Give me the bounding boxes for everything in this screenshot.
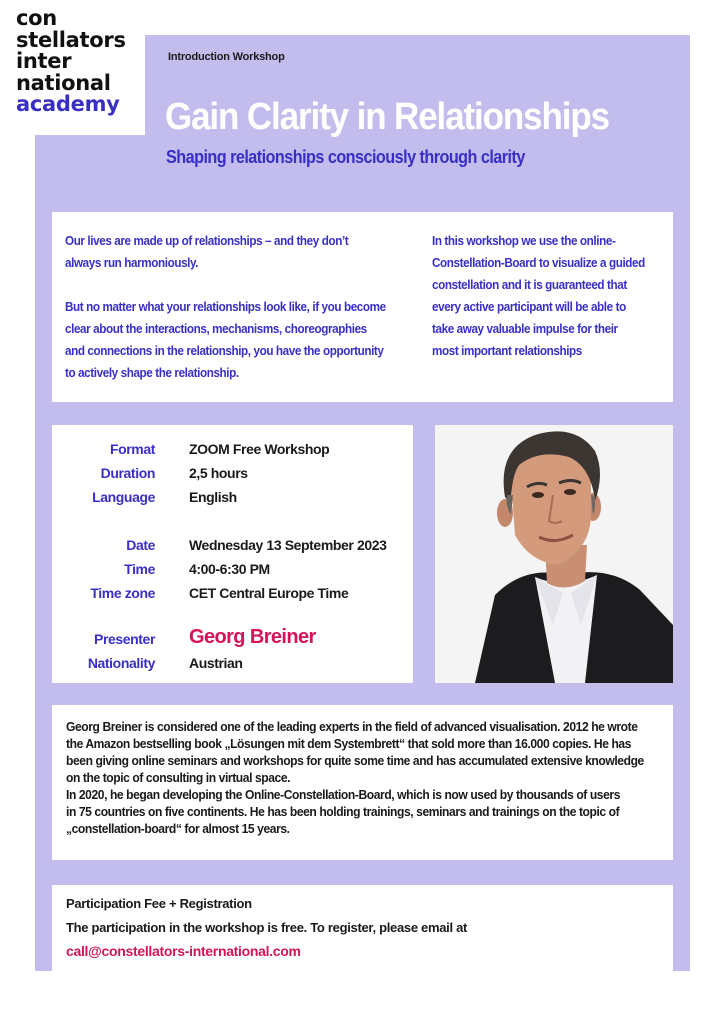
intro-line: to actively shape the relationship. xyxy=(65,365,239,380)
detail-row-time xyxy=(52,559,413,583)
intro-line: and connections in the relationship, you have the opportunity xyxy=(65,343,384,358)
intro-paragraph-2 xyxy=(65,296,386,384)
detail-label: Duration xyxy=(100,465,155,481)
logo-area xyxy=(0,0,145,135)
intro-right-column xyxy=(432,230,645,362)
detail-row-duration xyxy=(52,463,413,487)
detail-value: CET Central Europe Time xyxy=(189,585,349,601)
intro-line: take away valuable impulse for their xyxy=(432,321,618,336)
workshop-overline: Introduction Workshop xyxy=(168,51,285,63)
detail-label: Presenter xyxy=(94,631,155,647)
bio-line: Georg Breiner is considered one of the leading experts in the field of advanced visualisation. 2012 he wrote xyxy=(66,719,638,734)
bio-line: „constellation-board“ for almost 15 years. xyxy=(66,821,290,836)
detail-row-timezone xyxy=(52,583,413,607)
intro-line: Our lives are made up of relationships – and they don’t xyxy=(65,233,349,248)
detail-label: Nationality xyxy=(87,655,155,671)
intro-left-column xyxy=(65,230,386,384)
detail-row-language xyxy=(52,487,413,511)
details-panel xyxy=(52,425,413,683)
detail-row-format xyxy=(52,439,413,463)
page-title: Gain Clarity in Relationships xyxy=(165,96,609,138)
registration-email-link[interactable]: call@constellators-international.com xyxy=(66,943,301,959)
logo-line-5: academy xyxy=(16,92,120,116)
fee-text: The participation in the workshop is free. To register, please email at xyxy=(66,920,468,935)
logo-line-2: stellators xyxy=(16,27,126,52)
intro-line: most important relationships xyxy=(432,343,582,358)
intro-line: every active participant will be able to xyxy=(432,299,626,314)
page-subtitle: Shaping relationships consciously through clarity xyxy=(166,147,525,167)
detail-value: Austrian xyxy=(189,655,243,671)
presenter-name: Georg Breiner xyxy=(189,626,316,648)
intro-paragraph-3 xyxy=(432,230,645,362)
intro-line: But no matter what your relationships look like, if you become xyxy=(65,299,386,314)
detail-value: ZOOM Free Workshop xyxy=(189,441,330,457)
detail-value: English xyxy=(189,489,237,505)
intro-line: constellation and it is guaranteed that xyxy=(432,277,627,292)
detail-row-presenter xyxy=(52,626,413,653)
detail-row-nationality xyxy=(52,653,413,677)
presenter-portrait-illustration xyxy=(435,425,673,683)
detail-label: Time xyxy=(124,561,155,577)
intro-paragraph-1 xyxy=(65,230,386,274)
intro-line: clear about the interactions, mechanisms, choreographies xyxy=(65,321,367,336)
logo-line-4: national xyxy=(16,70,111,95)
logo-line-1: con xyxy=(16,6,57,30)
bio-line: In 2020, he began developing the Online-Constellation-Board, which is now used by thousands of users xyxy=(66,787,621,802)
bio-text xyxy=(66,718,644,837)
detail-value: Wednesday 13 September 2023 xyxy=(189,537,387,553)
fee-panel xyxy=(52,885,673,971)
bio-line: been giving online seminars and workshops for quite some time and has accumulated extensive knowledge xyxy=(66,753,644,768)
bio-line: the Amazon bestselling book „Lösungen mit dem Systembrett“ that sold more than 16.000 copies. He has xyxy=(66,736,632,751)
detail-value: 4:00-6:30 PM xyxy=(189,561,270,577)
bio-panel xyxy=(52,705,673,860)
intro-line: always run harmoniously. xyxy=(65,255,199,270)
detail-label: Format xyxy=(109,441,155,457)
intro-panel xyxy=(52,212,673,402)
detail-row-date xyxy=(52,535,413,559)
academy-logo xyxy=(16,8,126,116)
detail-label: Date xyxy=(126,537,155,553)
fee-title: Participation Fee + Registration xyxy=(66,896,252,911)
detail-label: Time zone xyxy=(90,585,155,601)
bio-line: in 75 countries on five continents. He has been holding trainings, seminars and trainings on the topic of xyxy=(66,804,620,819)
detail-value: 2,5 hours xyxy=(189,465,248,481)
presenter-photo xyxy=(435,425,673,683)
detail-label: Language xyxy=(92,489,155,505)
intro-line: In this workshop we use the online- xyxy=(432,233,616,248)
intro-line: Constellation-Board to visualize a guided xyxy=(432,255,645,270)
bio-line: on the topic of consulting in virtual space. xyxy=(66,770,291,785)
logo-line-3: inter xyxy=(16,49,72,73)
